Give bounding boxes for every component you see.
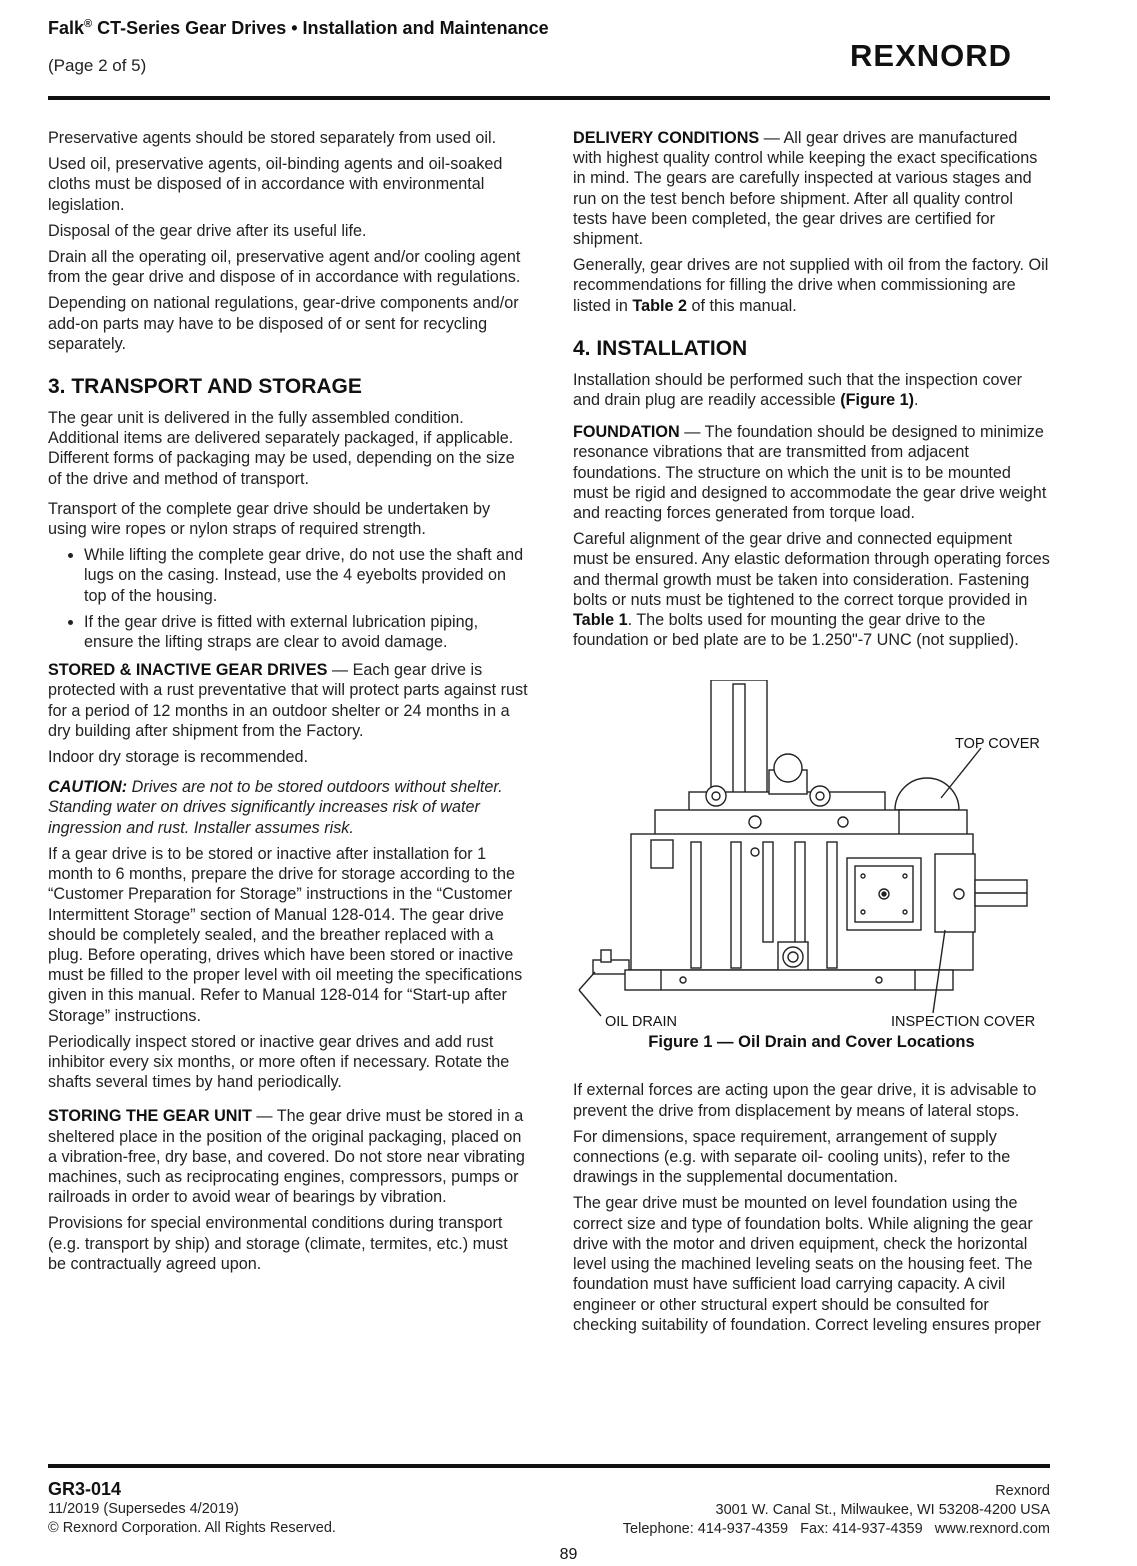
paragraph: Disposal of the gear drive after its useful life. bbox=[48, 221, 367, 240]
document-code: GR3-014 bbox=[48, 1479, 122, 1499]
paragraph-text: — Each gear drive is protected with a rust preventative that will protect parts against rust for a period of 12 months in an outdoor shelter or 24 months in a dry building after shipment from the Factory. bbox=[48, 661, 528, 740]
footer-right bbox=[530, 1482, 1050, 1539]
paragraph-foundation bbox=[573, 422, 1050, 523]
caution-text: Drives are not to be stored outdoors without shelter. Standing water on drives significantly increases risk of water ingression and rust. Installer assumes risk. bbox=[48, 778, 503, 837]
gear-drive-drawing bbox=[573, 680, 1050, 1030]
page-header bbox=[48, 16, 1050, 100]
company-name: Rexnord bbox=[995, 1483, 1050, 1499]
revision-date: 11/2019 (Supersedes 4/2019) bbox=[48, 1501, 239, 1517]
paragraph: Periodically inspect stored or inactive gear drives and add rust inhibitor every six months, or more often if necessary. Rotate the shafts several times by hand periodically. bbox=[48, 1032, 510, 1092]
section-heading-transport: 3. TRANSPORT AND STORAGE bbox=[48, 375, 362, 399]
paragraph: Depending on national regulations, gear-drive components and/or add-on parts may have to be disposed of or sent for recycling separately. bbox=[48, 294, 519, 353]
paragraph-text: — All gear drives are manufactured with highest quality control while keeping the exact specifications in mind. The gears are carefully inspected at various stages and run on the test bench before shipment. After all quality control tests have been completed, the gear drives are certified for shipment. bbox=[573, 129, 1038, 249]
list-item: • While lifting the complete gear drive, do not use the shaft and lugs on the casing. Instead, use the 4 eyebolts provided on top of the housing. bbox=[84, 545, 530, 606]
paragraph-oil bbox=[573, 255, 1050, 316]
paragraph-installation bbox=[573, 370, 1050, 410]
list-item: • If the gear drive is fitted with external lubrication piping, ensure the lifting straps are clear to avoid damage. bbox=[84, 612, 530, 652]
company-contact: Telephone: 414-937-4359 Fax: 414-937-4359 www.rexnord.com bbox=[622, 1521, 1050, 1537]
table-reference: Table 1 bbox=[573, 611, 628, 630]
label-top-cover: TOP COVER bbox=[955, 736, 1040, 753]
paragraph-text: — The foundation should be designed to minimize resonance vibrations that are transmitted from adjacent foundations. The structure on which the unit is to be mounted must be rigid and designed to accommodate the gear drive weight and reacting forces generated from torque load. bbox=[573, 423, 1047, 523]
paragraph-alignment bbox=[573, 529, 1050, 650]
document-title bbox=[48, 18, 549, 39]
paragraph: Used oil, preservative agents, oil-binding agents and oil-soaked cloths must be disposed of in accordance with environmental legislation. bbox=[48, 155, 503, 214]
registered-mark: ® bbox=[84, 18, 93, 30]
page-number: 89 bbox=[559, 1546, 578, 1563]
label-oil-drain: OIL DRAIN bbox=[605, 1014, 677, 1031]
title-brand: Falk bbox=[48, 18, 85, 38]
paragraph-text: . bbox=[914, 391, 919, 410]
figure-caption: Figure 1 — Oil Drain and Cover Locations bbox=[648, 1033, 975, 1052]
lifting-list bbox=[48, 545, 530, 652]
rexnord-logo bbox=[850, 30, 1050, 74]
left-column bbox=[48, 128, 530, 1280]
figure-reference: (Figure 1) bbox=[840, 391, 915, 410]
paragraph: The gear unit is delivered in the fully assembled condition. Additional items are delivered separately packaged, if applicable. Different forms of packaging may be used, depending on the size of the drive and method of transport. bbox=[48, 409, 515, 488]
run-in-heading: DELIVERY CONDITIONS bbox=[573, 129, 760, 147]
paragraph: The gear drive must be mounted on level foundation using the correct size and type of foundation bolts. While aligning the gear drive with the motor and driven equipment, check the horizontal level using the machined leveling seats on the housing feet. The foundation must have sufficient load carrying capacity. A civil engineer or other structural expert should be consulted for checking suitability of foundation. Correct leveling ensures proper bbox=[573, 1194, 1041, 1334]
page-indicator: (Page 2 of 5) bbox=[48, 56, 147, 75]
label-inspection-cover: INSPECTION COVER bbox=[891, 1014, 1036, 1031]
header-rule bbox=[48, 96, 1050, 100]
run-in-heading: STORING THE GEAR UNIT bbox=[48, 1107, 252, 1126]
section-heading-installation: 4. INSTALLATION bbox=[573, 336, 748, 360]
paragraph-text: . The bolts used for mounting the gear drive to the foundation or bed plate are to be 1.250"-7 UNC (not supplied). bbox=[573, 611, 1019, 650]
paragraph-text: Generally, gear drives are not supplied with oil from the factory. Oil recommendations for filling the drive when commissioning are listed in bbox=[573, 256, 1049, 315]
paragraph: Preservative agents should be stored separately from used oil. bbox=[48, 129, 497, 147]
paragraph-text: — The gear drive must be stored in a sheltered place in the position of the original packaging, placed on a vibration-free, dry base, and covered. Do not store near vibrating machines, such as reciprocating engines, compressors, pumps or railroads in order to avoid wear of bearings by vibration. bbox=[48, 1107, 525, 1207]
caution-label: CAUTION: bbox=[48, 778, 128, 797]
footer-left bbox=[48, 1478, 548, 1538]
table-reference: Table 2 bbox=[632, 296, 687, 315]
title-text: CT-Series Gear Drives • Installation and Maintenance bbox=[92, 18, 549, 38]
caution-note bbox=[48, 777, 530, 838]
copyright: © Rexnord Corporation. All Rights Reserved. bbox=[48, 1520, 336, 1536]
run-in-heading: STORED & INACTIVE GEAR DRIVES bbox=[48, 661, 328, 680]
paragraph: Indoor dry storage is recommended. bbox=[48, 748, 309, 767]
paragraph-text: Careful alignment of the gear drive and connected equipment must be ensured. Any elastic deformation through operating forces and thermal growth must be taken into consideration. Fastening bolts or nuts must be tightened to the correct torque provided in bbox=[573, 530, 1050, 609]
paragraph: If a gear drive is to be stored or inactive after installation for 1 month to 6 months, prepare the drive for storage according to the “Customer Preparation for Storage” instructions in the “Customer Intermittent Storage” section of Manual 128-014. The gear drive should be completely sealed, and the breather replaced with a plug. Before operating, drives which have been stored or inactive must be filled to the proper level with oil meeting the specifications given in this manual. Refer to Manual 128-014 for “Start-up after Storage” instructions. bbox=[48, 844, 523, 1025]
right-column bbox=[573, 128, 1050, 1341]
paragraph-text: Installation should be performed such that the inspection cover and drain plug are readily accessible bbox=[573, 370, 1023, 410]
footer-rule bbox=[48, 1464, 1050, 1468]
logo-text: REXNORD bbox=[850, 38, 1013, 73]
paragraph-storing bbox=[48, 1106, 530, 1207]
paragraph: For dimensions, space requirement, arrangement of supply connections (e.g. with separate oil- cooling units), refer to the drawings in the supplemental documentation. bbox=[573, 1127, 1011, 1187]
paragraph: Drain all the operating oil, preservative agent and/or cooling agent from the gear drive and dispose of in accordance with regulations. bbox=[48, 248, 521, 287]
paragraph: If external forces are acting upon the gear drive, it is advisable to prevent the drive from displacement by means of lateral stops. bbox=[573, 1081, 1037, 1120]
run-in-heading: FOUNDATION bbox=[573, 423, 680, 442]
paragraph-stored bbox=[48, 660, 530, 741]
company-address: 3001 W. Canal St., Milwaukee, WI 53208-4200 USA bbox=[715, 1502, 1050, 1518]
paragraph: Transport of the complete gear drive should be undertaken by using wire ropes or nylon straps of required strength. bbox=[48, 499, 491, 539]
paragraph-text: of this manual. bbox=[686, 296, 797, 315]
paragraph: Provisions for special environmental conditions during transport (e.g. transport by ship) and storage (climate, termites, etc.) must be contractually agreed upon. bbox=[48, 1214, 508, 1273]
paragraph-delivery bbox=[573, 128, 1050, 249]
figure-gear-drive bbox=[573, 680, 1050, 1050]
